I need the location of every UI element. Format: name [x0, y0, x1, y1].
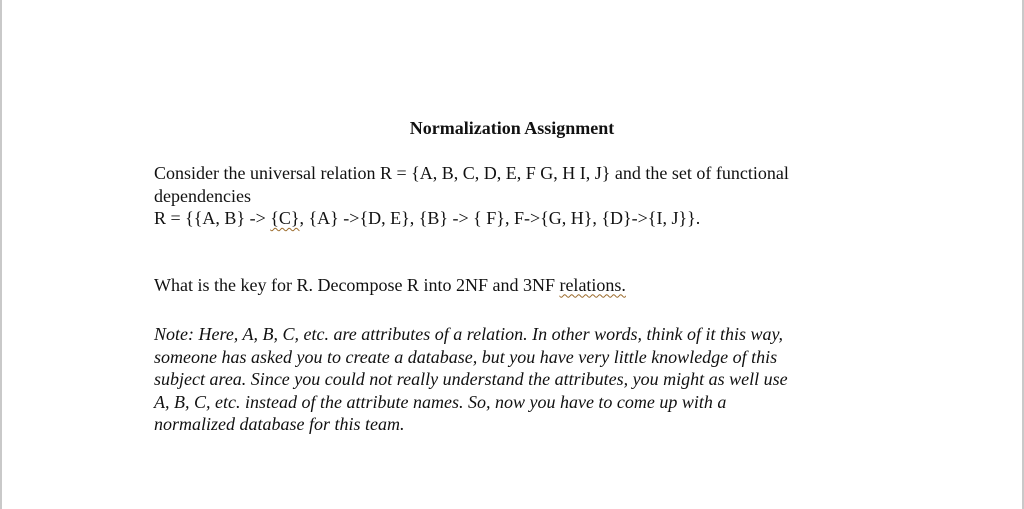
question-paragraph [154, 274, 874, 297]
note-line-3: subject area. Since you could not really understand the attributes, you might as well use [154, 369, 788, 389]
question-text: What is the key for R. Decompose R into 2NF and 3NF [154, 274, 560, 295]
relation-line-1: Consider the universal relation R = {A, B, C, D, E, F G, H I, J} and the set of functional [154, 163, 789, 183]
spellcheck-flagged-text: {C} [270, 208, 300, 228]
note-line-1: Note: Here, A, B, C, etc. are attributes of a relation. In other words, think of it this way, [154, 324, 783, 344]
spellcheck-flagged-word: relations. [559, 274, 626, 295]
note-paragraph [154, 323, 874, 436]
document-body [154, 162, 874, 436]
note-line-4: A, B, C, etc. instead of the attribute names. So, now you have to come up with a [154, 391, 727, 412]
note-line-2: someone has asked you to create a database, but you have very little knowledge of this [154, 346, 778, 367]
dependencies-line [154, 207, 874, 230]
relation-paragraph [154, 162, 874, 230]
document-title: Normalization Assignment [409, 118, 615, 138]
relation-line-2: dependencies [154, 185, 251, 206]
question-line [154, 274, 874, 297]
dependencies-text-start: R = {{A, B} -> [154, 208, 271, 228]
dependencies-text-end: , {A} ->{D, E}, {B} -> { F}, F->{G, H}, {D}->{I, J}}. [299, 208, 701, 228]
note-line-5: normalized database for this team. [154, 414, 405, 434]
